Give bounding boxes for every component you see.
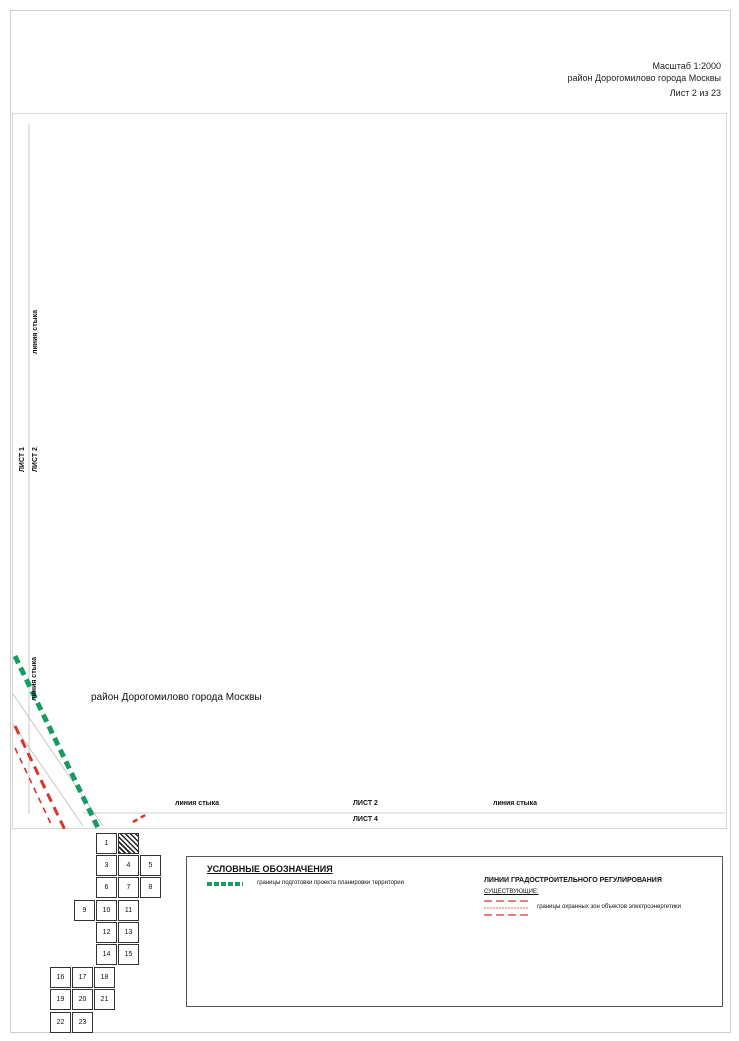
- sheet-cell: 6: [96, 877, 117, 898]
- seam-line-label: линия стыка: [175, 800, 220, 807]
- legend-regulation-title: ЛИНИИ ГРАДОСТРОИТЕЛЬНОГО РЕГУЛИРОВАНИЯ: [484, 877, 662, 884]
- sheet-cell: 18: [94, 967, 115, 988]
- seam-line-label: линия стыка: [493, 800, 538, 807]
- sheet-cell: 1: [96, 833, 117, 854]
- sheet-cell: 20: [72, 989, 93, 1010]
- sheet-cell-current: [118, 833, 139, 854]
- sheet-cell: 19: [50, 989, 71, 1010]
- sheet4-label: ЛИСТ 4: [353, 816, 378, 823]
- sheet-cell: 15: [118, 944, 139, 965]
- legend-power-label: границы охранных зон объектов электроэнергетики: [537, 904, 681, 910]
- legend-boundary-label: границы подготовки проекта планировки территории: [257, 880, 405, 886]
- sheet-cell: 21: [94, 989, 115, 1010]
- legend-box: [186, 856, 723, 1007]
- sheet-cell: 8: [140, 877, 161, 898]
- legend-title: УСЛОВНЫЕ ОБОЗНАЧЕНИЯ: [207, 864, 333, 874]
- sheet2-label: ЛИСТ 2: [353, 800, 378, 807]
- sheet-cell: 14: [96, 944, 117, 965]
- sheet-cell: 7: [118, 877, 139, 898]
- sheet-cell: 17: [72, 967, 93, 988]
- map-district-label: район Дорогомилово города Москвы: [91, 692, 262, 703]
- street-line: [13, 694, 103, 826]
- legend-existing-label: СУЩЕСТВУЮЩИЕ:: [484, 889, 539, 895]
- sheet-cell: 11: [118, 900, 139, 921]
- map-area: [12, 113, 727, 829]
- seam-line-label: линия стыка: [31, 656, 38, 701]
- sheet-cell: 12: [96, 922, 117, 943]
- sheet-cell: 22: [50, 1012, 71, 1033]
- legend-power-swatch: [484, 899, 528, 917]
- sheet-cell: 5: [140, 855, 161, 876]
- sheet-number: Лист 2 из 23: [669, 88, 721, 98]
- map-lines: [13, 114, 728, 830]
- seam-line-label: линия стыка: [32, 309, 39, 354]
- sheet-cell: 13: [118, 922, 139, 943]
- sheet-cell: 3: [96, 855, 117, 876]
- protection-zone-line-3: [133, 814, 147, 822]
- sheet1-label: ЛИСТ 1: [19, 447, 26, 472]
- sheet-cell: 9: [74, 900, 95, 921]
- sheet2-label: ЛИСТ 2: [32, 447, 39, 472]
- sheet-cell: 10: [96, 900, 117, 921]
- header-district: район Дорогомилово города Москвы: [567, 73, 721, 83]
- sheet-cell: 4: [118, 855, 139, 876]
- scale-label: Масштаб 1:2000: [652, 61, 721, 71]
- boundary-line: [15, 656, 99, 830]
- protection-zone-line-2: [15, 748, 51, 824]
- sheet-cell: 16: [50, 967, 71, 988]
- sheet-cell: 23: [72, 1012, 93, 1033]
- legend-boundary-swatch: [207, 881, 243, 887]
